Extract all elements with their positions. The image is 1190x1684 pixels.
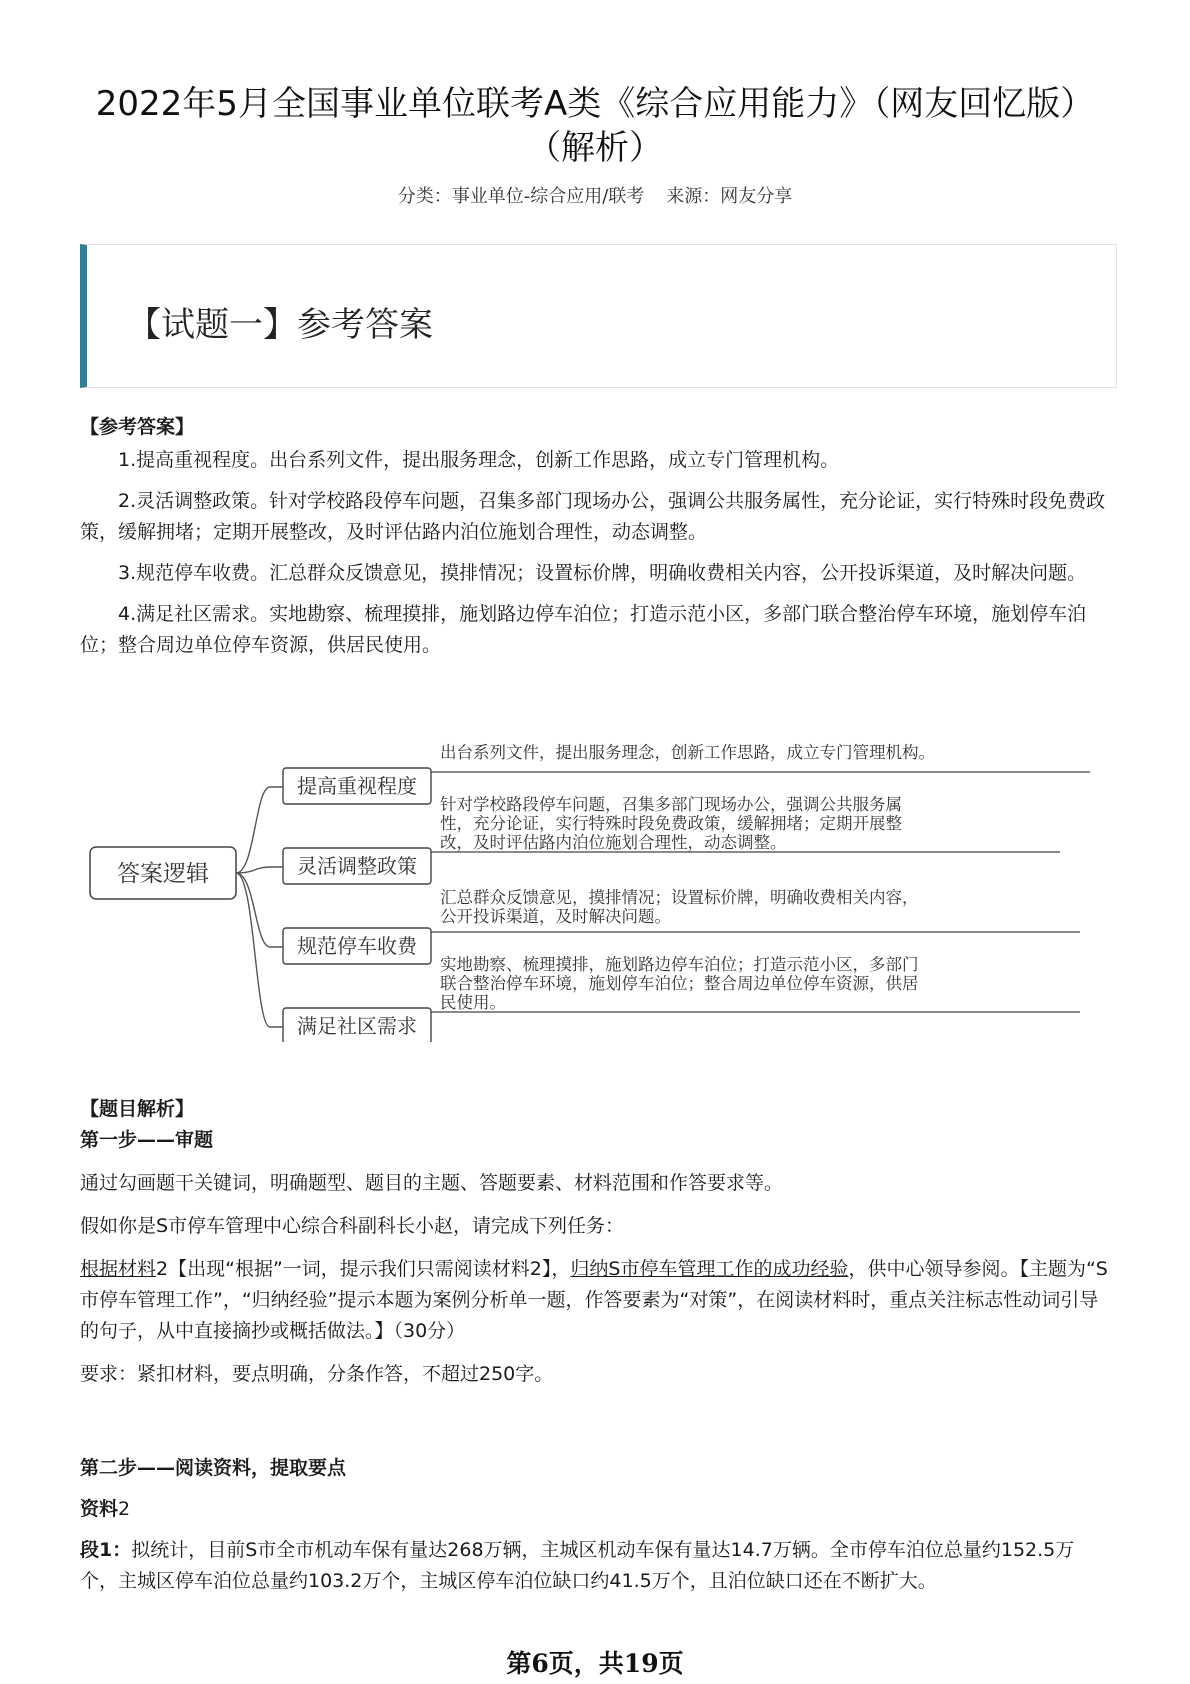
page-footer: 第6页，共19页	[506, 1649, 684, 1678]
answer-item-2: 2.灵活调整政策。针对学校路段停车问题，召集多部门现场办公，强调公共服务属性，充分论证，实行特殊时段免费政策，缓解拥堵；定期开展整改，及时评估路内泊位施划合理性，动态调整。	[80, 490, 1106, 543]
step1-paragraph: 假如你是S市停车管理中心综合科副科长小赵，请完成下列任务：	[80, 1215, 625, 1237]
mindmap-branch-label: 灵活调整政策	[297, 854, 417, 878]
mindmap-detail-line: 出台系列文件，提出服务理念，创新工作思路，成立专门管理机构。	[440, 743, 935, 762]
step1-title: 第一步——审题	[80, 1129, 214, 1151]
paragraph-text: 拟统计，目前S市全市机动车保有量达268万辆，主城区机动车保有量达14.7万辆。全市停车泊位总量约152.5万个，主城区停车泊位总量约103.2万个，主城区停车泊位缺口约41.5万个，且泊位缺口还在不断扩大。	[80, 1539, 1075, 1592]
mindmap-branch-label: 满足社区需求	[297, 1014, 417, 1038]
mindmap-detail-line: 改，及时评估路内泊位施划合理性，动态调整。	[440, 833, 787, 852]
step1-paragraph: 要求：紧扣材料，要点明确，分条作答，不超过250字。	[80, 1363, 554, 1385]
task-text: ，供中心领导参阅。【主题为“S市停车管理工作”，“归纳经验”提示本题为案例分析单一题，作答要素为“对策”，在阅读材料时，重点关注标志性动词引导的句子，从中直接摘抄或概括做法。】（30分）	[80, 1258, 1108, 1342]
source-text: 来源：网友分享	[666, 186, 793, 207]
mindmap-branch-label: 规范停车收费	[297, 934, 417, 958]
article-meta	[80, 182, 1110, 208]
page-title: 2022年5月全国事业单位联考A类《综合应用能力》（网友回忆版）（解析）	[95, 84, 1095, 168]
section-heading: 【试题一】参考答案	[127, 305, 433, 345]
analysis-section	[80, 1094, 1110, 1390]
mindmap-detail-line: 实地勘察、梳理摸排，施划路边停车泊位；打造示范小区，多部门	[440, 955, 919, 974]
analysis-label: 【题目解析】	[80, 1098, 195, 1120]
mindmap-detail-line: 民使用。	[440, 993, 506, 1012]
step1-paragraph: 通过勾画题干关键词，明确题型、题目的主题、答题要素、材料范围和作答要求等。	[80, 1172, 784, 1194]
step2-section	[80, 1453, 1110, 1597]
underlined-text: 归纳S市停车管理工作的成功经验	[570, 1258, 849, 1280]
section-heading-box	[80, 244, 1117, 388]
material-label	[80, 1494, 1110, 1525]
paragraph-label: 段1：	[80, 1539, 132, 1561]
answer-section	[80, 412, 1110, 661]
underlined-text: 根据材料	[80, 1258, 157, 1280]
answer-item-4: 4.满足社区需求。实地勘察、梳理摸排，施划路边停车泊位；打造示范小区，多部门联合整治停车环境，施划停车泊位；整合周边单位停车资源，供居民使用。	[80, 603, 1087, 656]
step2-title: 第二步——阅读资料，提取要点	[80, 1457, 347, 1479]
task-text: 2【出现“根据”一词，提示我们只需阅读材料2】，	[156, 1258, 571, 1280]
mindmap-detail-line: 性，充分论证，实行特殊时段免费政策，缓解拥堵；定期开展整	[440, 814, 902, 833]
material-paragraph-1	[80, 1535, 1110, 1597]
category-text: 分类：事业单位-综合应用/联考	[397, 186, 645, 207]
answer-item-1: 1.提高重视程度。出台系列文件，提出服务理念，创新工作思路，成立专门管理机构。	[118, 449, 840, 471]
step1-task-paragraph	[80, 1254, 1110, 1347]
material-label-bold: 资料	[80, 1498, 119, 1520]
mindmap-detail-line: 汇总群众反馈意见，摸排情况；设置标价牌，明确收费相关内容，	[440, 888, 919, 907]
mindmap-detail-line: 公开投诉渠道，及时解决问题。	[440, 907, 671, 926]
mindmap-branch-label: 提高重视程度	[297, 774, 417, 798]
mindmap-root-label: 答案逻辑	[117, 861, 209, 887]
mindmap-detail-line: 联合整治停车环境，施划停车泊位；整合周边单位停车资源，供居	[440, 974, 919, 993]
answer-item-3: 3.规范停车收费。汇总群众反馈意见，摸排情况；设置标价牌，明确收费相关内容，公开投诉渠道，及时解决问题。	[118, 562, 1087, 584]
material-label-num: 2	[118, 1498, 131, 1520]
answer-label: 【参考答案】	[80, 416, 195, 438]
mindmap-detail-line: 针对学校路段停车问题，召集多部门现场办公，强调公共服务属	[440, 795, 902, 814]
answer-logic-mindmap	[80, 722, 1120, 1042]
